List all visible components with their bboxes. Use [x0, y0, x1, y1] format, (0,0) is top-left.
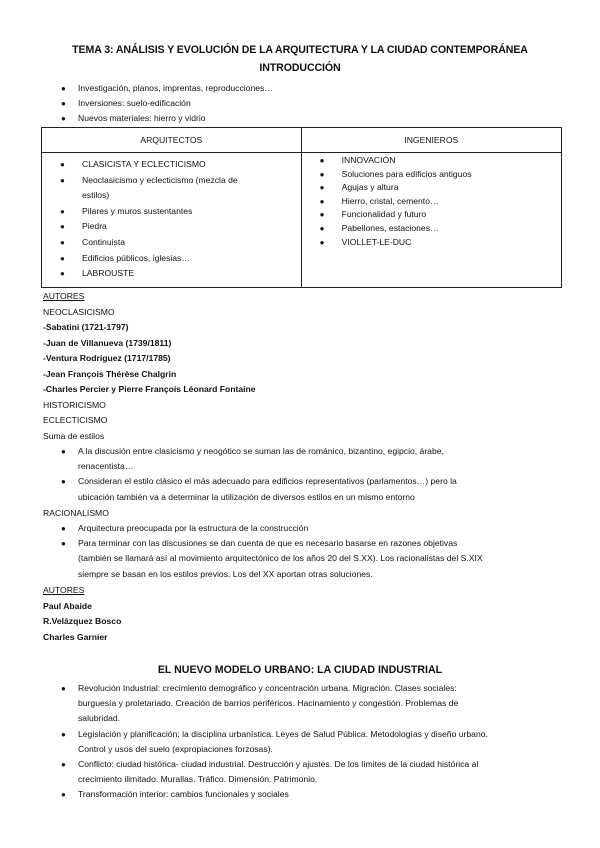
bullet-icon: ●	[61, 729, 66, 739]
section-heading-ciudad-industrial: EL NUEVO MODELO URBANO: LA CIUDAD INDUSTRIAL	[157, 664, 443, 676]
arquitectos-list	[42, 157, 301, 282]
bullet-icon: ●	[60, 237, 65, 247]
list-item: ● CLASICISTA Y ECLECTICISMO	[42, 157, 301, 173]
list-item: ● Pabellones, estaciones…	[302, 222, 561, 236]
list-item: ● Legislación y planificación: la disciplina urbanística. Leyes de Salud Pública. Metodologías y diseño urbano. Control y usos del suelo (expropiaciones forzosas).	[61, 728, 488, 754]
list-item: ● VIOLLET-LE-DUC	[302, 236, 561, 250]
bullet-icon: ●	[61, 84, 66, 93]
author-name: -Charles Percier y Pierre François Léonard Fontaine	[43, 384, 256, 394]
bullet-icon: ●	[61, 447, 66, 456]
list-item: ● Nuevos materiales: hierro y vidrio	[58, 111, 558, 126]
list-item: ● Investigación, planos, imprentas, reproducciones…	[58, 81, 558, 96]
author-name: R.Velázquez Bosco	[43, 616, 122, 626]
bullet-icon: ●	[60, 160, 65, 169]
list-item: ● Inversiones: suelo-edificación	[58, 96, 558, 111]
bullet-icon: ●	[319, 237, 325, 247]
racionalismo-bullet-list	[58, 521, 548, 582]
list-item: ● Transformación interior: cambios funcionales y sociales	[58, 787, 548, 802]
author-name: Paul Abaide	[43, 601, 92, 611]
bullet-icon: ●	[60, 222, 65, 232]
eclecticismo-heading: ECLECTICISMO	[43, 415, 108, 425]
historicismo-heading: HISTORICISMO	[43, 400, 106, 410]
autores-heading: AUTORES	[43, 291, 85, 301]
bullet-icon: ●	[61, 790, 66, 800]
list-item: ● Soluciones para edificios antiguos	[302, 168, 561, 182]
list-item: ● Revolución Industrial: crecimiento demográfico y concentración urbana. Migración. Clases sociales: burguesía y proletariado. Creación de barrios periféricos. Hacinamiento y congestión. Problemas de salubridad.	[61, 683, 459, 724]
intro-bullet-list	[58, 81, 558, 127]
list-item: ● Funcionalidad y futuro	[302, 208, 561, 222]
author-name: -Ventura Rodríguez (1717/1785)	[43, 353, 171, 363]
bullet-icon: ●	[60, 269, 65, 279]
bullet-icon: ●	[60, 253, 65, 263]
bullet-icon: ●	[61, 477, 66, 487]
author-name: -Jean François Thérèse Chalgrin	[43, 369, 177, 379]
list-item: ● Neoclasicismo y eclecticismo (mezcla de estilos)	[60, 174, 238, 201]
ingenieros-list	[302, 154, 561, 249]
bullet-icon: ●	[61, 114, 66, 124]
list-item: ● Para terminar con las discusiones se dan cuenta de que es necesario basarse en razones objetivas (también se llamará así al movimiento arquitectónico de los años 20 del S.XX). Los racionalistas del S.XIX siempre se basan en los estilos previos. Los del XX aportan otras soluciones.	[61, 538, 483, 579]
column-header-ingenieros: INGENIEROS	[301, 128, 561, 153]
comparison-table	[41, 127, 562, 288]
list-item: ● A la discusión entre clasicismo y neogótico se suman las de románico, bizantino, egipcio, árabe, renacentista…	[61, 446, 444, 472]
author-name: -Sabatini (1721-1797)	[43, 322, 129, 332]
list-item: ● Piedra	[42, 219, 301, 235]
eclecticismo-bullet-list	[58, 444, 548, 505]
table-header-row	[42, 128, 562, 153]
bullet-icon: ●	[319, 223, 325, 233]
bullet-icon: ●	[319, 156, 325, 165]
list-item: ● Continuista	[42, 235, 301, 251]
section-heading-introduccion: INTRODUCCIÓN	[259, 62, 341, 74]
cell-ingenieros	[301, 153, 561, 288]
autores-heading-2: AUTORES	[43, 585, 85, 595]
bullet-icon: ●	[61, 684, 66, 693]
author-name: Charles Garnier	[43, 632, 108, 642]
cell-arquitectos	[42, 153, 302, 288]
column-header-arquitectos: ARQUITECTOS	[42, 128, 302, 153]
racionalismo-heading: RACIONALISMO	[43, 508, 109, 518]
list-item: ● Edificios públicos, iglesias…	[42, 251, 301, 267]
list-item: ● Pilares y muros sustentantes	[42, 204, 301, 220]
suma-de-estilos: Suma de estilos	[43, 431, 105, 441]
bullet-icon: ●	[319, 210, 325, 220]
bullet-icon: ●	[319, 196, 325, 206]
list-item: ● Consideran el estilo clásico el más adecuado para edificios representativos (parlamentos…) pero la ubicación también va a determinar la utilización de diversos estilos en un mismo entorno	[61, 476, 457, 502]
list-item: ● LABROUSTE	[42, 266, 301, 282]
bullet-icon: ●	[61, 524, 66, 533]
bullet-icon: ●	[60, 206, 65, 216]
list-item: ● Arquitectura preocupada por la estructura de la construcción	[58, 521, 548, 536]
list-item: ● Conflicto: ciudad histórica- ciudad industrial. Destrucción y ajustes. De los límites de la ciudad histórica al crecimiento ilimitado. Murallas. Tráfico. Dimensión. Patrimonio.	[61, 759, 479, 785]
document-title: TEMA 3: ANÁLISIS Y EVOLUCIÓN DE LA ARQUITECTURA Y LA CIUDAD CONTEMPORÁNEA	[72, 44, 528, 56]
table-row	[42, 153, 562, 288]
author-name: -Juan de Villanueva (1739/1811)	[43, 338, 172, 348]
ciudad-industrial-bullet-list	[58, 681, 558, 803]
bullet-icon: ●	[319, 169, 325, 179]
bullet-icon: ●	[60, 175, 65, 185]
neoclasicismo-heading: NEOCLASICISMO	[43, 307, 115, 317]
list-item: ● Agujas y altura	[302, 181, 561, 195]
bullet-icon: ●	[319, 183, 325, 193]
list-item: ● INNOVACIÓN	[302, 154, 561, 168]
bullet-icon: ●	[61, 760, 66, 770]
bullet-icon: ●	[61, 99, 66, 109]
bullet-icon: ●	[61, 539, 66, 549]
list-item: ● Hierro, cristal, cemento…	[302, 195, 561, 209]
